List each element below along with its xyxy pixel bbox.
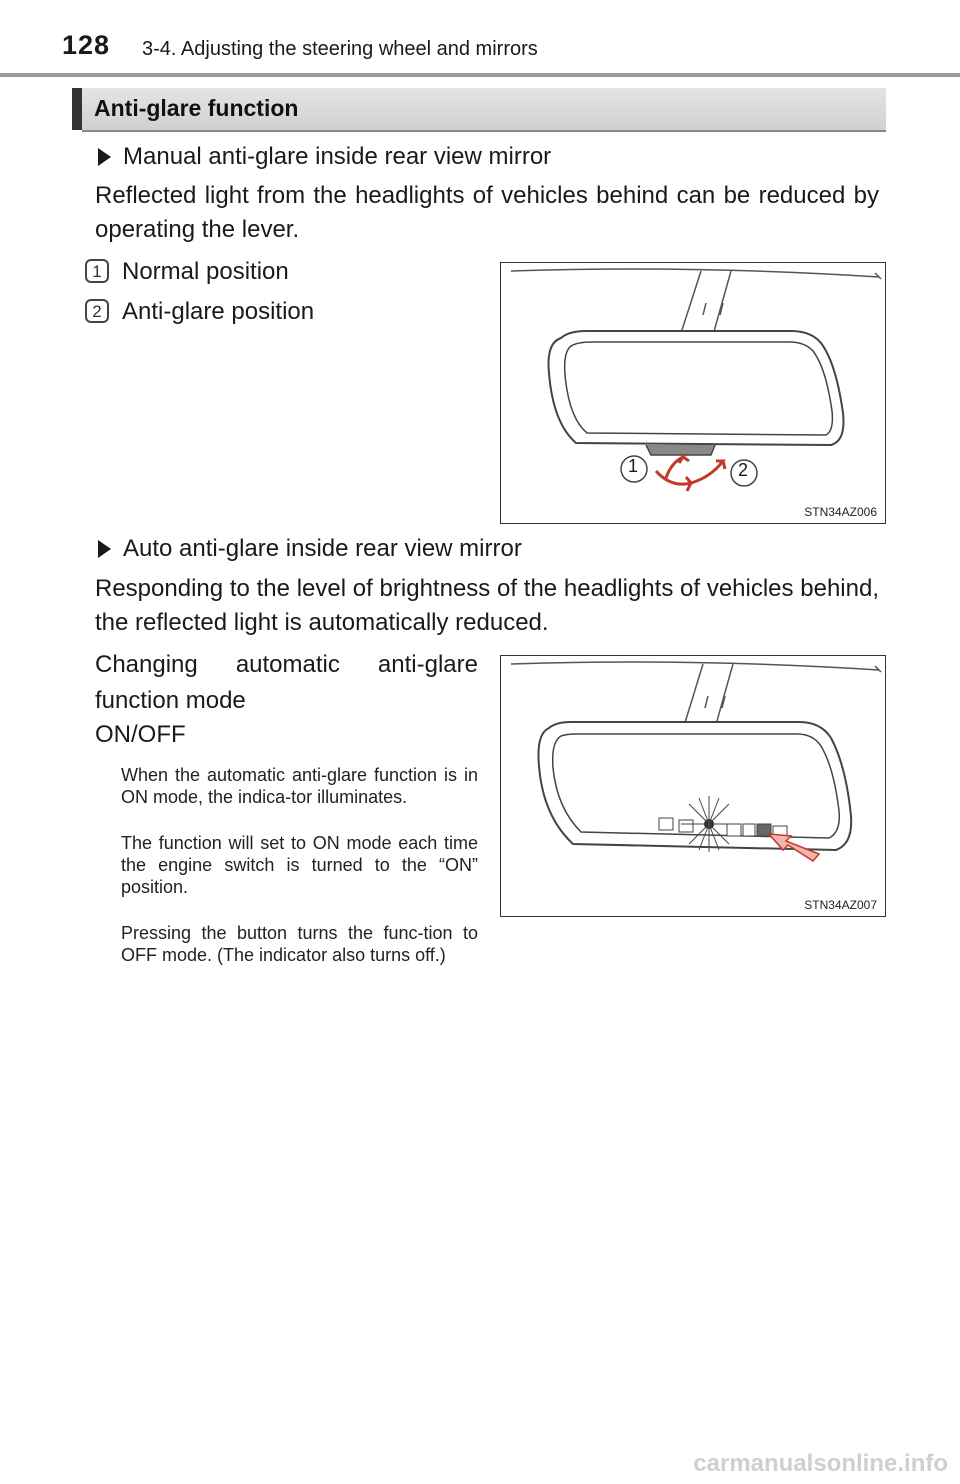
auto-description: Responding to the level of brightness of the headlights of vehicles behind, the reflected light is automatically reduced.	[95, 575, 879, 636]
step-number-badge: 2	[85, 299, 109, 323]
auto-heading-row	[98, 535, 522, 563]
section-title: Anti-glare function	[94, 95, 299, 121]
manual-heading-row	[98, 143, 551, 171]
triangle-bullet-icon	[98, 540, 111, 558]
watermark: carmanualsonline.info	[693, 1450, 948, 1477]
manual-description: Reflected light from the headlights of vehicles behind can be reduced by operating the lever.	[95, 182, 879, 243]
mode-note-3: Pressing the button turns the func-tion to OFF mode. (The indicator also turns off.)	[121, 923, 478, 965]
figure-code: STN34AZ006	[804, 505, 877, 519]
figure-code: STN34AZ007	[804, 898, 877, 912]
page-number: 128	[62, 30, 111, 60]
step-label-normal: Normal position	[122, 258, 289, 285]
section-bar-underline	[82, 130, 886, 132]
triangle-bullet-icon	[98, 148, 111, 166]
step-number-badge: 1	[85, 259, 109, 283]
mode-heading: Changing automatic anti-glare function mode	[95, 651, 478, 714]
manual-heading: Manual anti-glare inside rear view mirror	[123, 143, 552, 170]
figure-callout-2: 2	[738, 460, 749, 480]
auto-mirror-figure	[500, 655, 886, 917]
auto-mirror-illustration	[501, 656, 884, 915]
mode-label: ON/OFF	[95, 721, 186, 748]
mode-note-1: When the automatic anti-glare function is in ON mode, the indica-tor illuminates.	[121, 765, 478, 807]
step-label-anti-glare: Anti-glare position	[122, 298, 315, 325]
mode-note-2: The function will set to ON mode each time the engine switch is turned to the “ON” position.	[121, 833, 478, 897]
running-header: 3-4. Adjusting the steering wheel and mirrors	[142, 38, 538, 60]
manual-mirror-figure	[500, 262, 886, 524]
figure-callout-1: 1	[628, 456, 639, 476]
section-title-bar	[72, 88, 886, 130]
manual-mirror-illustration	[501, 263, 884, 522]
header-rule	[0, 73, 960, 77]
auto-heading: Auto anti-glare inside rear view mirror	[123, 535, 522, 562]
